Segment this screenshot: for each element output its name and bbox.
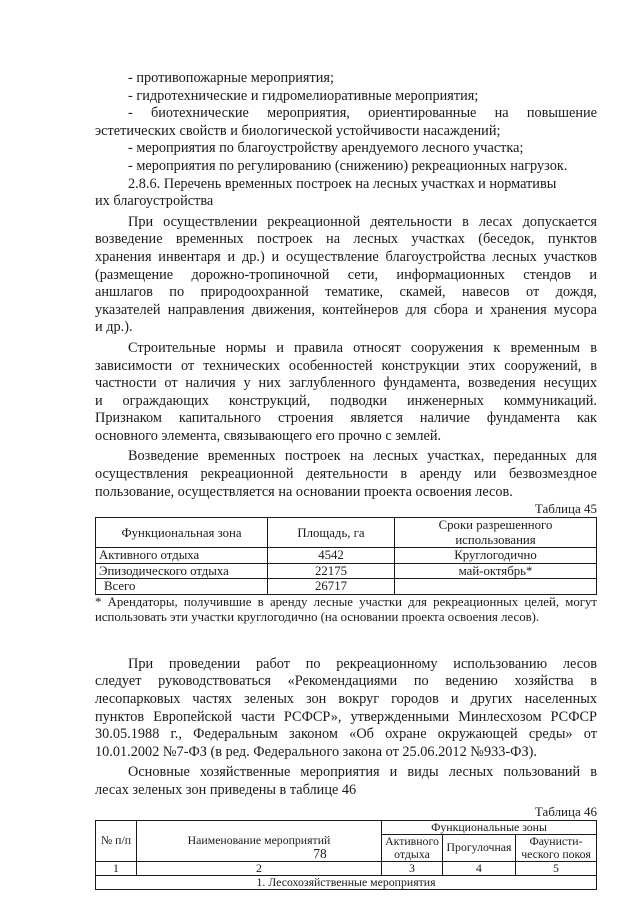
- table-header-cell: Функциональная зона: [96, 518, 268, 548]
- text-line: Основные хозяйственные мероприятия и виды лесных пользований в: [128, 764, 597, 781]
- table-cell: Всего: [96, 579, 268, 595]
- table-cell: [395, 579, 597, 595]
- bullet-item: - гидротехнические и гидромелиоративные мероприятия;: [128, 87, 479, 104]
- text-line: Возведение временных построек на лесных участках, переданных для: [128, 448, 597, 465]
- bullet-item: - мероприятия по благоустройству арендуемого лесного участка;: [128, 140, 524, 157]
- text-line: лесах зеленых зон приведены в таблице 46: [95, 781, 357, 798]
- table-cell: май-октябрь*: [395, 563, 597, 579]
- table-cell: 26717: [268, 579, 395, 595]
- paragraph-4: [95, 656, 597, 762]
- table-46-caption: Таблица 46: [534, 803, 597, 819]
- text-line: основного элемента, связывающего его прочно с землей.: [95, 427, 442, 444]
- table-header-cell: Активного отдыха: [382, 834, 443, 861]
- text-line: пользование, осуществляется на основании проекта освоения лесов.: [95, 483, 513, 500]
- text-line: хранения инвентаря и др.) и осуществление благоустройства лесных участков: [95, 248, 597, 265]
- text-line: 10.01.2002 №7-ФЗ (в ред. Федерального закона от 25.06.2012 №933-ФЗ).: [95, 743, 537, 760]
- text-line: аншлагов по природоохранной тематике, скамей, навесов от дождя,: [95, 284, 597, 301]
- table-row: [96, 861, 597, 875]
- text-line: и ограждающих конструкций, подводки инженерных коммуникаций.: [95, 392, 597, 409]
- text-line: Признаком капитального строения является наличие фундамента как: [95, 410, 597, 427]
- table-header-cell: Фаунисти- ческого покоя: [516, 834, 597, 861]
- document-page: [95, 70, 597, 890]
- text-line: Строительные нормы и правила относят сооружения к временным в: [128, 339, 597, 356]
- paragraph-5: [95, 764, 597, 799]
- footnote-line: использовать эти участки круглогодично (на основании проекта освоения лесов).: [95, 610, 540, 625]
- table-cell: 3: [382, 861, 443, 875]
- text-line: При проведении работ по рекреационному использованию лесов: [128, 655, 597, 672]
- table-row: [96, 563, 597, 579]
- table-header-cell: Площадь, га: [268, 518, 395, 548]
- bullet-item: - противопожарные мероприятия;: [128, 70, 334, 86]
- table-cell: 22175: [268, 563, 395, 579]
- table-header-row: [96, 820, 597, 834]
- footnote-line: * Арендаторы, получившие в аренду лесные участки для рекреационных целей, могут: [95, 594, 597, 609]
- table-section-cell: 1. Лесохозяйственные мероприятия: [96, 875, 597, 889]
- table-45-footnote: [95, 595, 597, 626]
- bullet-item: - мероприятия по регулированию (снижению) рекреационных нагрузок.: [128, 157, 568, 174]
- text-line: частности от наличия у них заглубленного фундамента, возведения несущих: [95, 375, 597, 392]
- table-cell: 4542: [268, 548, 395, 564]
- table-header-cell: Прогулочная: [443, 834, 516, 861]
- table-cell: 1: [96, 861, 137, 875]
- table-cell: Эпизодического отдыха: [96, 563, 268, 579]
- table-cell: 2: [137, 861, 382, 875]
- text-line: 30.05.1988 г., Федеральным законом «Об охране окружающей среды» от: [95, 726, 597, 743]
- text-line: пунктов Европейской части РСФСР», утвержденными Минлесхозом РСФСР: [95, 708, 597, 725]
- table-45: [95, 517, 597, 595]
- table-cell: Круглогодично: [395, 548, 597, 564]
- table-header-cell: № п/п: [96, 820, 137, 861]
- bullet-item-continuation: эстетических свойств и биологической устойчивости насаждений;: [95, 122, 501, 139]
- page-number: 78: [313, 846, 327, 861]
- text-line: указателей направления движения, контейнеров для сбора и хранения мусора: [95, 301, 597, 318]
- text-line: осуществления рекреационной деятельности в аренду или безвозмездное: [95, 466, 597, 483]
- table-row: [96, 875, 597, 889]
- paragraph-2: [95, 340, 597, 446]
- table-header-row: [96, 518, 597, 548]
- text-line: лесопарковых частях зеленых зон вокруг городов и других населенных: [95, 690, 597, 707]
- text-line: и др.).: [95, 319, 133, 336]
- paragraph-3: [95, 448, 597, 501]
- text-line: (размещение дорожно-тропиночной сети, информационных стендов и: [95, 266, 597, 283]
- text-line: зависимости от технических особенностей конструкции этих сооружений, в: [95, 357, 597, 374]
- section-heading-continuation: их благоустройства: [95, 193, 214, 210]
- table-header-cell: Наименование мероприятий: [137, 820, 382, 861]
- table-cell: Активного отдыха: [96, 548, 268, 564]
- table-cell: 5: [516, 861, 597, 875]
- table-45-caption: Таблица 45: [534, 501, 597, 517]
- table-row: [96, 579, 597, 595]
- text-line: При осуществлении рекреационной деятельности в лесах допускается: [128, 213, 597, 230]
- paragraph-1: [95, 214, 597, 337]
- section-heading: 2.8.6. Перечень временных построек на лесных участках и нормативы: [128, 175, 557, 192]
- table-cell: 4: [443, 861, 516, 875]
- table-row: [96, 548, 597, 564]
- table-header-cell: Сроки разрешенного использования: [395, 518, 597, 548]
- text-line: следует руководствоваться «Рекомендациями по ведению хозяйства в: [95, 673, 597, 690]
- bullet-item: - биотехнические мероприятия, ориентированные на повышение: [128, 105, 597, 122]
- text-line: возведение временных построек на лесных участках (беседок, пунктов: [95, 231, 597, 248]
- table-header-cell: Функциональные зоны: [382, 820, 597, 834]
